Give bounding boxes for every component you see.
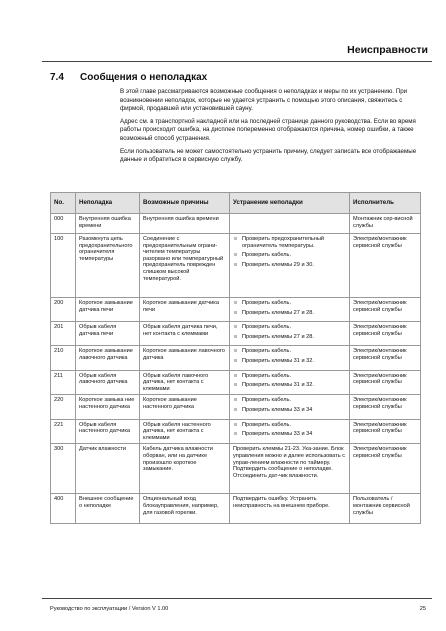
table-row bbox=[51, 395, 421, 419]
cell-no: 200 bbox=[51, 298, 76, 322]
intro-paragraph: В этой главе рассматриваются возможные сообщения о неполадках и меры по их устранению. При возникновении неполадок, которые не удается устранить с помощью этого описания, свяжитесь с фирмой, продавшей или установившей сауну. bbox=[120, 88, 408, 113]
cell-cause: Внутренняя ошибка времени bbox=[140, 214, 230, 234]
cell-fix bbox=[230, 346, 350, 370]
header-divider bbox=[42, 61, 432, 62]
cell-who: Электрик/монтажник сервисной службы bbox=[350, 234, 421, 298]
cell-fix bbox=[230, 214, 350, 234]
table-row bbox=[51, 322, 421, 346]
table-row bbox=[51, 298, 421, 322]
action-item: Проверить кабель. bbox=[233, 422, 346, 429]
action-item: Проверить клеммы 33 и 34 bbox=[233, 407, 346, 414]
action-list bbox=[233, 236, 346, 268]
section-number: 7.4 bbox=[50, 72, 64, 83]
column-header-cause: Возможные причины bbox=[140, 193, 230, 214]
action-list bbox=[233, 300, 346, 316]
page-header-title: Неисправности bbox=[347, 44, 428, 56]
cell-cause: Короткое замыкание настенного датчика bbox=[140, 395, 230, 419]
cell-who: Электрик/монтажник сервисной службы bbox=[350, 370, 421, 395]
cell-fix bbox=[230, 419, 350, 444]
fault-table bbox=[50, 192, 421, 524]
cell-no: 221 bbox=[51, 419, 76, 444]
cell-who: Электрик/монтажник сервисной службы bbox=[350, 419, 421, 444]
footer-doc-title: Руководство по эксплуатации / Version V 1.00 bbox=[50, 606, 169, 612]
fix-text: Подтвердить ошибку. Устранить неисправность на внешнем приборе. bbox=[233, 496, 330, 509]
action-list bbox=[233, 422, 346, 438]
intro-paragraph: Если пользователь не может самостоятельно устранить причину, следует записать все отображаемые данные и обратиться в сервисную службу. bbox=[120, 147, 417, 164]
cell-cause: Опциональный вход блокауправления, например, для газовой горелки. bbox=[140, 494, 230, 524]
cell-fix bbox=[230, 298, 350, 322]
cell-fault: Короткое замыкание датчика печи bbox=[76, 298, 140, 322]
cell-fault: Датчик влажности bbox=[76, 444, 140, 494]
cell-who: Монтажник сер-висной службы bbox=[350, 214, 421, 234]
action-list bbox=[233, 348, 346, 364]
action-item: Проверить клеммы 31 и 32. bbox=[233, 382, 346, 389]
cell-fault: Внешнее сообщение о неполадке bbox=[76, 494, 140, 524]
cell-who: Электрик/монтажник сервисной службы bbox=[350, 444, 421, 494]
cell-no: 210 bbox=[51, 346, 76, 370]
action-item: Проверить предохранительный ограничитель температуры. bbox=[233, 236, 346, 249]
action-list bbox=[233, 397, 346, 413]
column-header-fault: Неполадка bbox=[76, 193, 140, 214]
table-row bbox=[51, 346, 421, 370]
cell-fix bbox=[230, 494, 350, 524]
cell-fix bbox=[230, 234, 350, 298]
table-row bbox=[51, 444, 421, 494]
footer-divider bbox=[42, 598, 432, 599]
cell-cause: Обрыв кабеля датчика печи, нет контакта с клеммами bbox=[140, 322, 230, 346]
intro-text bbox=[120, 88, 420, 169]
table-row bbox=[51, 234, 421, 298]
cell-cause: Кабель датчика влажности оборван, или на датчике произошло короткое замыкание. bbox=[140, 444, 230, 494]
action-item: Проверить кабель. bbox=[233, 324, 346, 331]
table-row bbox=[51, 419, 421, 444]
action-list bbox=[233, 324, 346, 340]
cell-fault: Внутренняя ошибка времени bbox=[76, 214, 140, 234]
cell-fault: Обрыв кабеля лавочного датчика bbox=[76, 370, 140, 395]
page-number: 25 bbox=[419, 606, 426, 612]
cell-fault: Короткое замыкание лавочного датчика bbox=[76, 346, 140, 370]
cell-no: 220 bbox=[51, 395, 76, 419]
action-item: Проверить клеммы 29 и 30. bbox=[233, 262, 346, 269]
action-item: Проверить клеммы 27 и 28. bbox=[233, 310, 346, 317]
action-item: Проверить кабель. bbox=[233, 300, 346, 307]
cell-fix bbox=[230, 370, 350, 395]
cell-who: Электрик/монтажник сервисной службы bbox=[350, 298, 421, 322]
table-header-row bbox=[51, 193, 421, 214]
cell-who: Пользователь /монтажник сервисной службы bbox=[350, 494, 421, 524]
cell-no: 211 bbox=[51, 370, 76, 395]
cell-no: 300 bbox=[51, 444, 76, 494]
action-item: Проверить кабель. bbox=[233, 348, 346, 355]
action-item: Проверить клеммы 31 и 32. bbox=[233, 358, 346, 365]
table-body bbox=[51, 214, 421, 524]
cell-cause: Соединение с предохранительным ограни-чителем температуры разорвано или температурный предохранитель поврежден слишком высокой температурой. bbox=[140, 234, 230, 298]
cell-cause: Обрыв кабеля лавочного датчика, нет контакта с клеммами bbox=[140, 370, 230, 395]
cell-fault: Разомкнута цепь предохранительного ограничителя температуры bbox=[76, 234, 140, 298]
cell-cause: Обрыв кабеля настенного датчика, нет контакта с клеммами bbox=[140, 419, 230, 444]
section-title: Сообщения о неполадках bbox=[80, 72, 208, 83]
cell-cause: Короткое замыкание лавочного датчика bbox=[140, 346, 230, 370]
cell-who: Электрик/монтажник сервисной службы bbox=[350, 346, 421, 370]
column-header-fix: Устранение неполадки bbox=[230, 193, 350, 214]
cell-no: 100 bbox=[51, 234, 76, 298]
cell-fix bbox=[230, 444, 350, 494]
cell-cause: Короткое замыкание датчика печи bbox=[140, 298, 230, 322]
action-item: Проверить кабель. bbox=[233, 397, 346, 404]
cell-who: Электрик/монтажник сервисной службы bbox=[350, 395, 421, 419]
action-list bbox=[233, 373, 346, 389]
cell-fault: Обрыв кабеля настенного датчика bbox=[76, 419, 140, 444]
cell-who: Электрик/монтажник сервисной службы bbox=[350, 322, 421, 346]
table-row bbox=[51, 494, 421, 524]
column-header-who: Исполнитель bbox=[350, 193, 421, 214]
cell-no: 000 bbox=[51, 214, 76, 234]
cell-fix bbox=[230, 322, 350, 346]
action-item: Проверить кабель. bbox=[233, 252, 346, 259]
fix-text: Проверить клеммы 21-23. Ука-зание. Блок управления можно и далее использовать с управ-лением влажности по таймеру. Подтвердить сообщение о неполадке. Отсоединить дат-чик влажности. bbox=[233, 446, 345, 479]
table-row bbox=[51, 214, 421, 234]
column-header-no: No. bbox=[51, 193, 76, 214]
action-item: Проверить кабель. bbox=[233, 373, 346, 380]
cell-fix bbox=[230, 395, 350, 419]
table-row bbox=[51, 370, 421, 395]
action-item: Проверить клеммы 27 и 28. bbox=[233, 334, 346, 341]
cell-no: 400 bbox=[51, 494, 76, 524]
action-item: Проверить клеммы 33 и 34 bbox=[233, 431, 346, 438]
cell-fault: Обрыв кабеля датчика печи bbox=[76, 322, 140, 346]
cell-fault: Короткое замыка ние настенного датчика bbox=[76, 395, 140, 419]
cell-no: 201 bbox=[51, 322, 76, 346]
intro-paragraph: Адрес см. в транспортной накладной или на последней странице данного руководства. Если во время работы происходит ошибка, на дисплее попеременно отображаются причина, номер ошибки, а также возможный способ устранения. bbox=[120, 117, 416, 142]
